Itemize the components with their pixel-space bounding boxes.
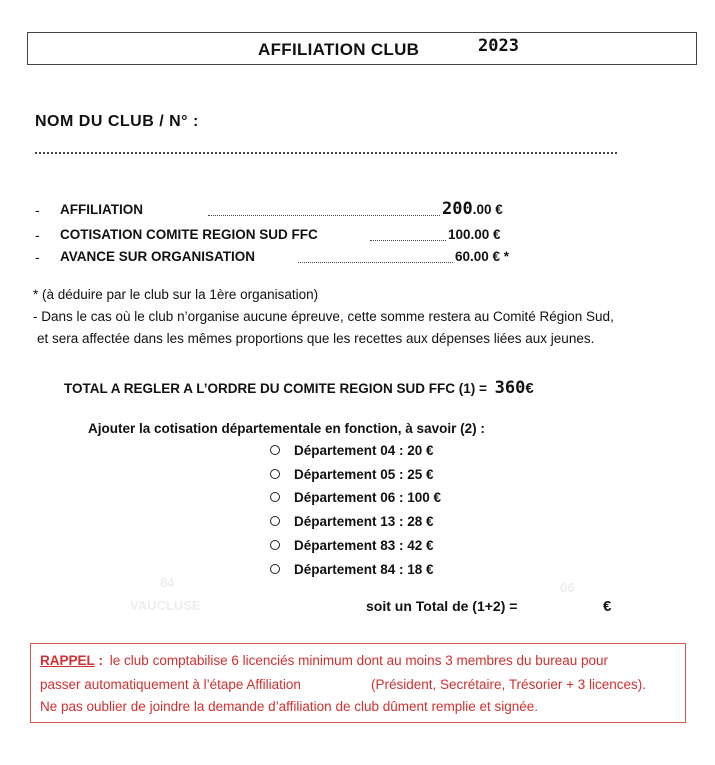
- bullet-circle-icon: [270, 516, 280, 526]
- fee-cotisation-label: COTISATION COMITE REGION SUD FFC: [60, 227, 318, 242]
- rappel-text-1: le club comptabilise 6 licenciés minimum dont au moins 3 membres du bureau pour: [109, 653, 609, 668]
- department-item: Département 04 : 20 €: [270, 443, 434, 458]
- fee-avance-amount: 60.00 € *: [455, 249, 510, 264]
- bullet-circle-icon: [270, 540, 280, 550]
- total-currency: €: [525, 380, 534, 397]
- bullet-circle-icon: [270, 564, 280, 574]
- rappel-line-3: Ne pas oublier de joindre la demande d’affiliation de club dûment remplie et signée.: [40, 699, 539, 714]
- rappel-box: [30, 643, 686, 723]
- rappel-line-2-left: passer automatiquement à l’étape Affiliation: [40, 677, 301, 692]
- department-item: Département 83 : 42 €: [270, 538, 434, 553]
- fee-affiliation-label: AFFILIATION: [60, 202, 143, 217]
- document-year: 2023: [478, 36, 519, 56]
- note-no-event: - Dans le cas où le club n’organise aucune épreuve, cette somme restera au Comité Région Sud,: [33, 309, 614, 324]
- bullet-circle-icon: [270, 469, 280, 479]
- title-box: [27, 32, 697, 65]
- fee-affiliation-amount: [442, 199, 503, 219]
- club-name-field[interactable]: [35, 152, 617, 154]
- bullet-circle-icon: [270, 445, 280, 455]
- affiliation-amount-suffix: .00 €: [472, 202, 503, 217]
- fee-avance-label: AVANCE SUR ORGANISATION: [60, 249, 256, 264]
- fee-dots: [298, 262, 453, 263]
- grand-total-currency: €: [603, 598, 612, 615]
- fee-dots: [370, 240, 446, 241]
- rappel-colon: :: [98, 653, 104, 668]
- fee-cotisation-amount: 100.00 €: [448, 227, 501, 242]
- grand-total-label: soit un Total de (1+2) =: [366, 598, 518, 614]
- fee-dash: -: [35, 249, 40, 265]
- total-line: [64, 378, 534, 398]
- departments-intro: Ajouter la cotisation départementale en fonction, à savoir (2) :: [88, 421, 485, 436]
- fee-dots: [208, 215, 440, 216]
- rappel-line-1: [40, 653, 608, 668]
- fee-dash: -: [35, 227, 40, 243]
- total-amount-handwritten: 360: [494, 378, 526, 398]
- note-deduction: * (à déduire par le club sur la 1ère organisation): [33, 287, 319, 302]
- document-title: AFFILIATION CLUB: [258, 40, 420, 59]
- department-item: Département 06 : 100 €: [270, 490, 441, 505]
- affiliation-amount-handwritten: 200: [442, 199, 473, 219]
- club-name-label: NOM DU CLUB / N° :: [35, 113, 199, 130]
- department-item: Département 13 : 28 €: [270, 514, 434, 529]
- department-item: Département 05 : 25 €: [270, 467, 434, 482]
- note-allocation: et sera affectée dans les mêmes proportions que les recettes aux dépenses liées aux jeunes.: [37, 331, 595, 346]
- total-label: TOTAL A REGLER A L’ORDRE DU COMITE REGION SUD FFC (1) =: [64, 381, 487, 396]
- fee-dash: -: [35, 202, 40, 218]
- bullet-circle-icon: [270, 492, 280, 502]
- rappel-label: RAPPEL: [40, 653, 95, 668]
- rappel-line-2-right: (Président, Secrétaire, Trésorier + 3 licences).: [371, 677, 646, 692]
- department-item: Département 84 : 18 €: [270, 562, 434, 577]
